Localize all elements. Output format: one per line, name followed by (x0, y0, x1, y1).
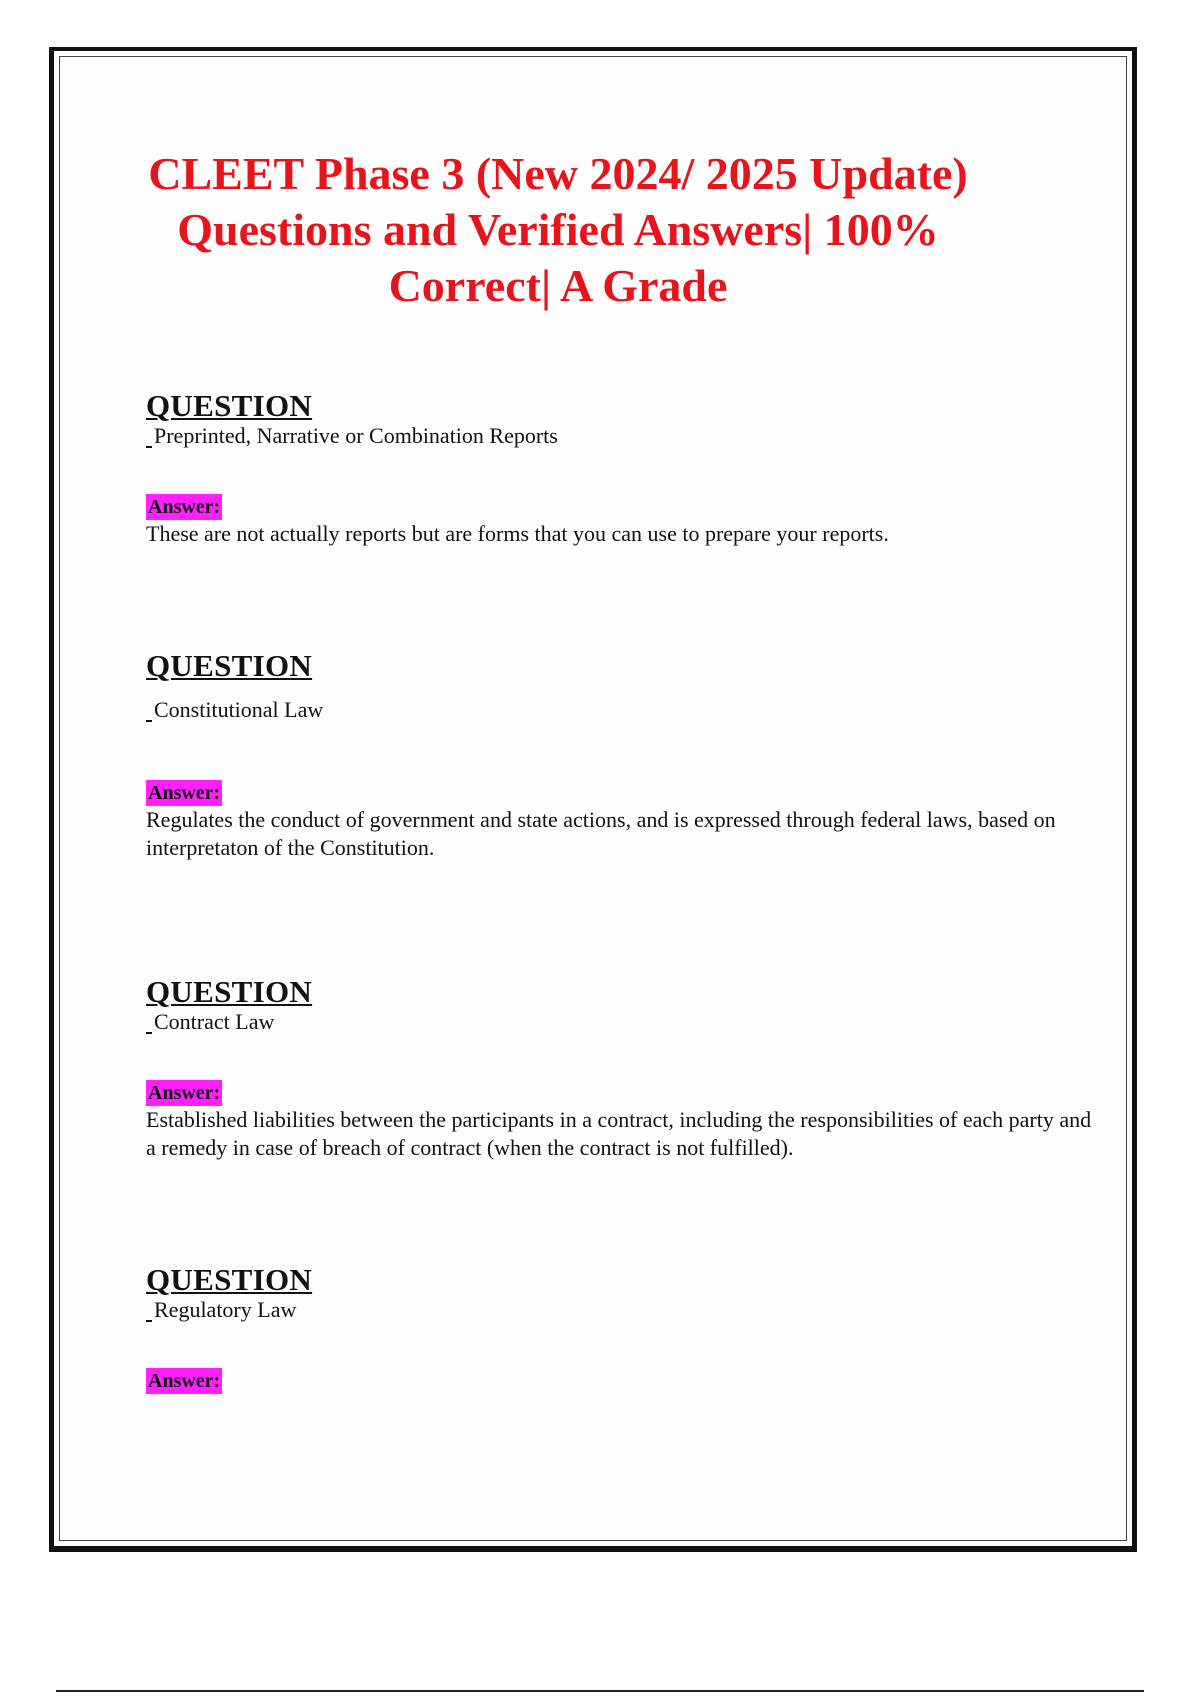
qa-item (146, 390, 1106, 548)
answer-text: Regulates the conduct of government and state actions, and is expressed through federal laws, based on interpretaton of the Constitution. (146, 807, 1056, 860)
answer-label-row (146, 1368, 1106, 1394)
question-text (146, 1008, 1106, 1036)
question-text (146, 696, 1106, 724)
question-text-value: Constitutional Law (154, 697, 324, 722)
question-heading: QUESTION (146, 974, 313, 1009)
qa-item (146, 976, 1106, 1162)
question-marker (146, 1032, 152, 1034)
question-heading: QUESTION (146, 388, 313, 423)
answer-label-row (146, 780, 1106, 806)
answer-label: Answer: (148, 496, 221, 518)
answer-label-row (146, 1080, 1106, 1106)
answer-text: Established liabilities between the participants in a contract, including the responsibilities of each party and a remedy in case of breach of contract (when the contract is not fulfilled). (146, 1107, 1092, 1160)
question-heading: QUESTION (146, 1262, 313, 1297)
footer-rule (56, 1690, 1144, 1692)
question-text-value: Preprinted, Narrative or Combination Reports (154, 423, 558, 448)
question-heading: QUESTION (146, 648, 313, 683)
answer-label: Answer: (148, 1370, 221, 1392)
answer-label-row (146, 494, 1106, 520)
question-marker (146, 446, 152, 448)
question-text (146, 1296, 1106, 1324)
document-title: CLEET Phase 3 (New 2024/ 2025 Update) Questions and Verified Answers| 100% Correct| A Grade (148, 148, 968, 311)
question-text-value: Regulatory Law (154, 1297, 297, 1322)
qa-item (146, 650, 1106, 862)
question-marker (146, 1320, 152, 1322)
answer-text: These are not actually reports but are forms that you can use to prepare your reports. (146, 521, 889, 546)
question-text-value: Contract Law (154, 1009, 275, 1034)
answer-label: Answer: (148, 1082, 221, 1104)
answer-label: Answer: (148, 782, 221, 804)
question-text (146, 422, 1106, 450)
question-marker (146, 720, 152, 722)
qa-item (146, 1264, 1106, 1394)
